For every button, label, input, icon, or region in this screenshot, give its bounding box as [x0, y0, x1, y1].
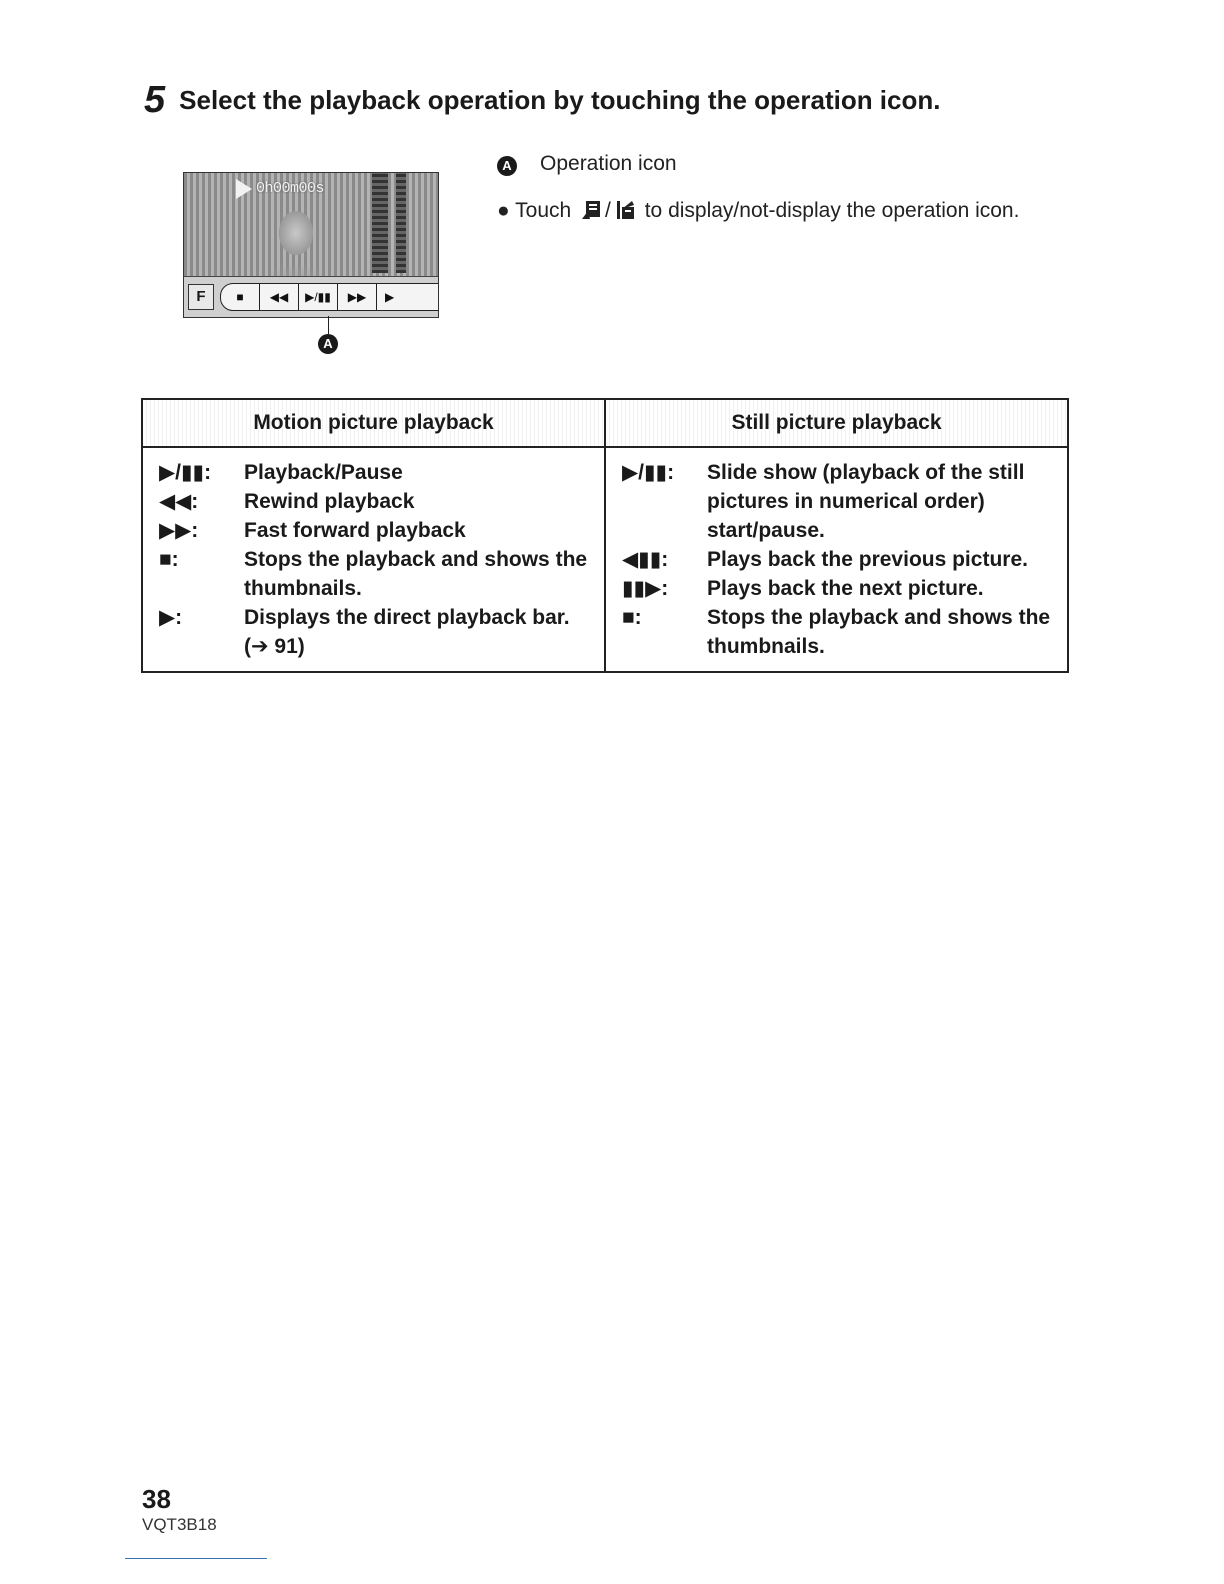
playback-screen-illustration [183, 172, 439, 318]
model-code: VQT3B18 [142, 1515, 217, 1534]
motion-picture-column [142, 447, 605, 672]
footer-rule [125, 1558, 267, 1559]
motion-picture-header: Motion picture playback [142, 399, 605, 447]
callout-leader-line [328, 316, 329, 334]
table-row [159, 487, 592, 516]
tree-graphic [372, 173, 388, 273]
direct-playback-symbol: ▶: [159, 606, 183, 629]
still-picture-column [605, 447, 1068, 672]
callout-label: Operation icon [540, 152, 677, 175]
play-indicator-icon [236, 179, 252, 199]
play-pause-symbol: ▶/▮▮: [622, 461, 675, 484]
rewind-symbol: ◀◀: [159, 490, 199, 513]
fast-forward-symbol: ▶▶: [159, 519, 199, 542]
still-picture-header: Still picture playback [605, 399, 1068, 447]
touch-note-suffix: to display/not-display the operation icon. [644, 199, 1020, 222]
table-row [159, 545, 592, 603]
table-row [159, 516, 592, 545]
rewind-icon: ◀◀ [260, 284, 299, 310]
f-button: F [188, 284, 214, 310]
operation-table [141, 398, 1069, 673]
play-pause-icon: ▶/▮▮ [299, 284, 338, 310]
table-row [159, 603, 592, 661]
table-row [159, 458, 592, 487]
step-text: Select the playback operation by touching the operation icon. [179, 85, 941, 115]
table-row [622, 603, 1055, 661]
touch-note [497, 196, 1078, 225]
stop-icon: ■ [221, 284, 260, 310]
next-picture-symbol: ▮▮▶: [622, 577, 669, 600]
operation-description: Fast forward playback [244, 519, 466, 542]
operation-description: Playback/Pause [244, 461, 403, 484]
operation-description: Plays back the next picture. [707, 577, 984, 600]
callout-marker-a: A [318, 334, 338, 354]
operation-icon-hide-icon [614, 199, 636, 221]
stop-symbol: ■: [622, 606, 642, 629]
operation-description: Rewind playback [244, 490, 415, 513]
time-display: 0h00m00s [256, 180, 325, 197]
stop-symbol: ■: [159, 548, 179, 571]
table-row [622, 545, 1055, 574]
operation-icon-show-icon [580, 199, 602, 221]
operation-description: Displays the direct playback bar. (➔ 91) [244, 606, 570, 658]
tree-graphic [396, 173, 406, 273]
play-pause-symbol: ▶/▮▮: [159, 461, 212, 484]
operation-description: Stops the playback and shows the thumbnails. [244, 548, 588, 600]
step-heading [144, 80, 1144, 120]
operation-description: Slide show (playback of the still pictures in numerical order) start/pause. [707, 461, 1025, 542]
page-number: 38 [142, 1484, 171, 1514]
touch-note-prefix: ● Touch [497, 199, 572, 222]
table-row [622, 458, 1055, 545]
step-number: 5 [144, 79, 166, 121]
touch-note-separator: / [605, 199, 611, 222]
table-row [622, 574, 1055, 603]
previous-picture-symbol: ◀▮▮: [622, 548, 669, 571]
fast-forward-icon: ▶▶ [338, 284, 377, 310]
operation-icon-group [220, 283, 439, 311]
operation-description: Stops the playback and shows the thumbnails. [707, 606, 1051, 658]
direct-playback-icon: ▶ [385, 290, 395, 304]
callout-marker-a: A [497, 156, 517, 176]
operation-bar [184, 276, 438, 317]
operation-description: Plays back the previous picture. [707, 548, 1028, 571]
